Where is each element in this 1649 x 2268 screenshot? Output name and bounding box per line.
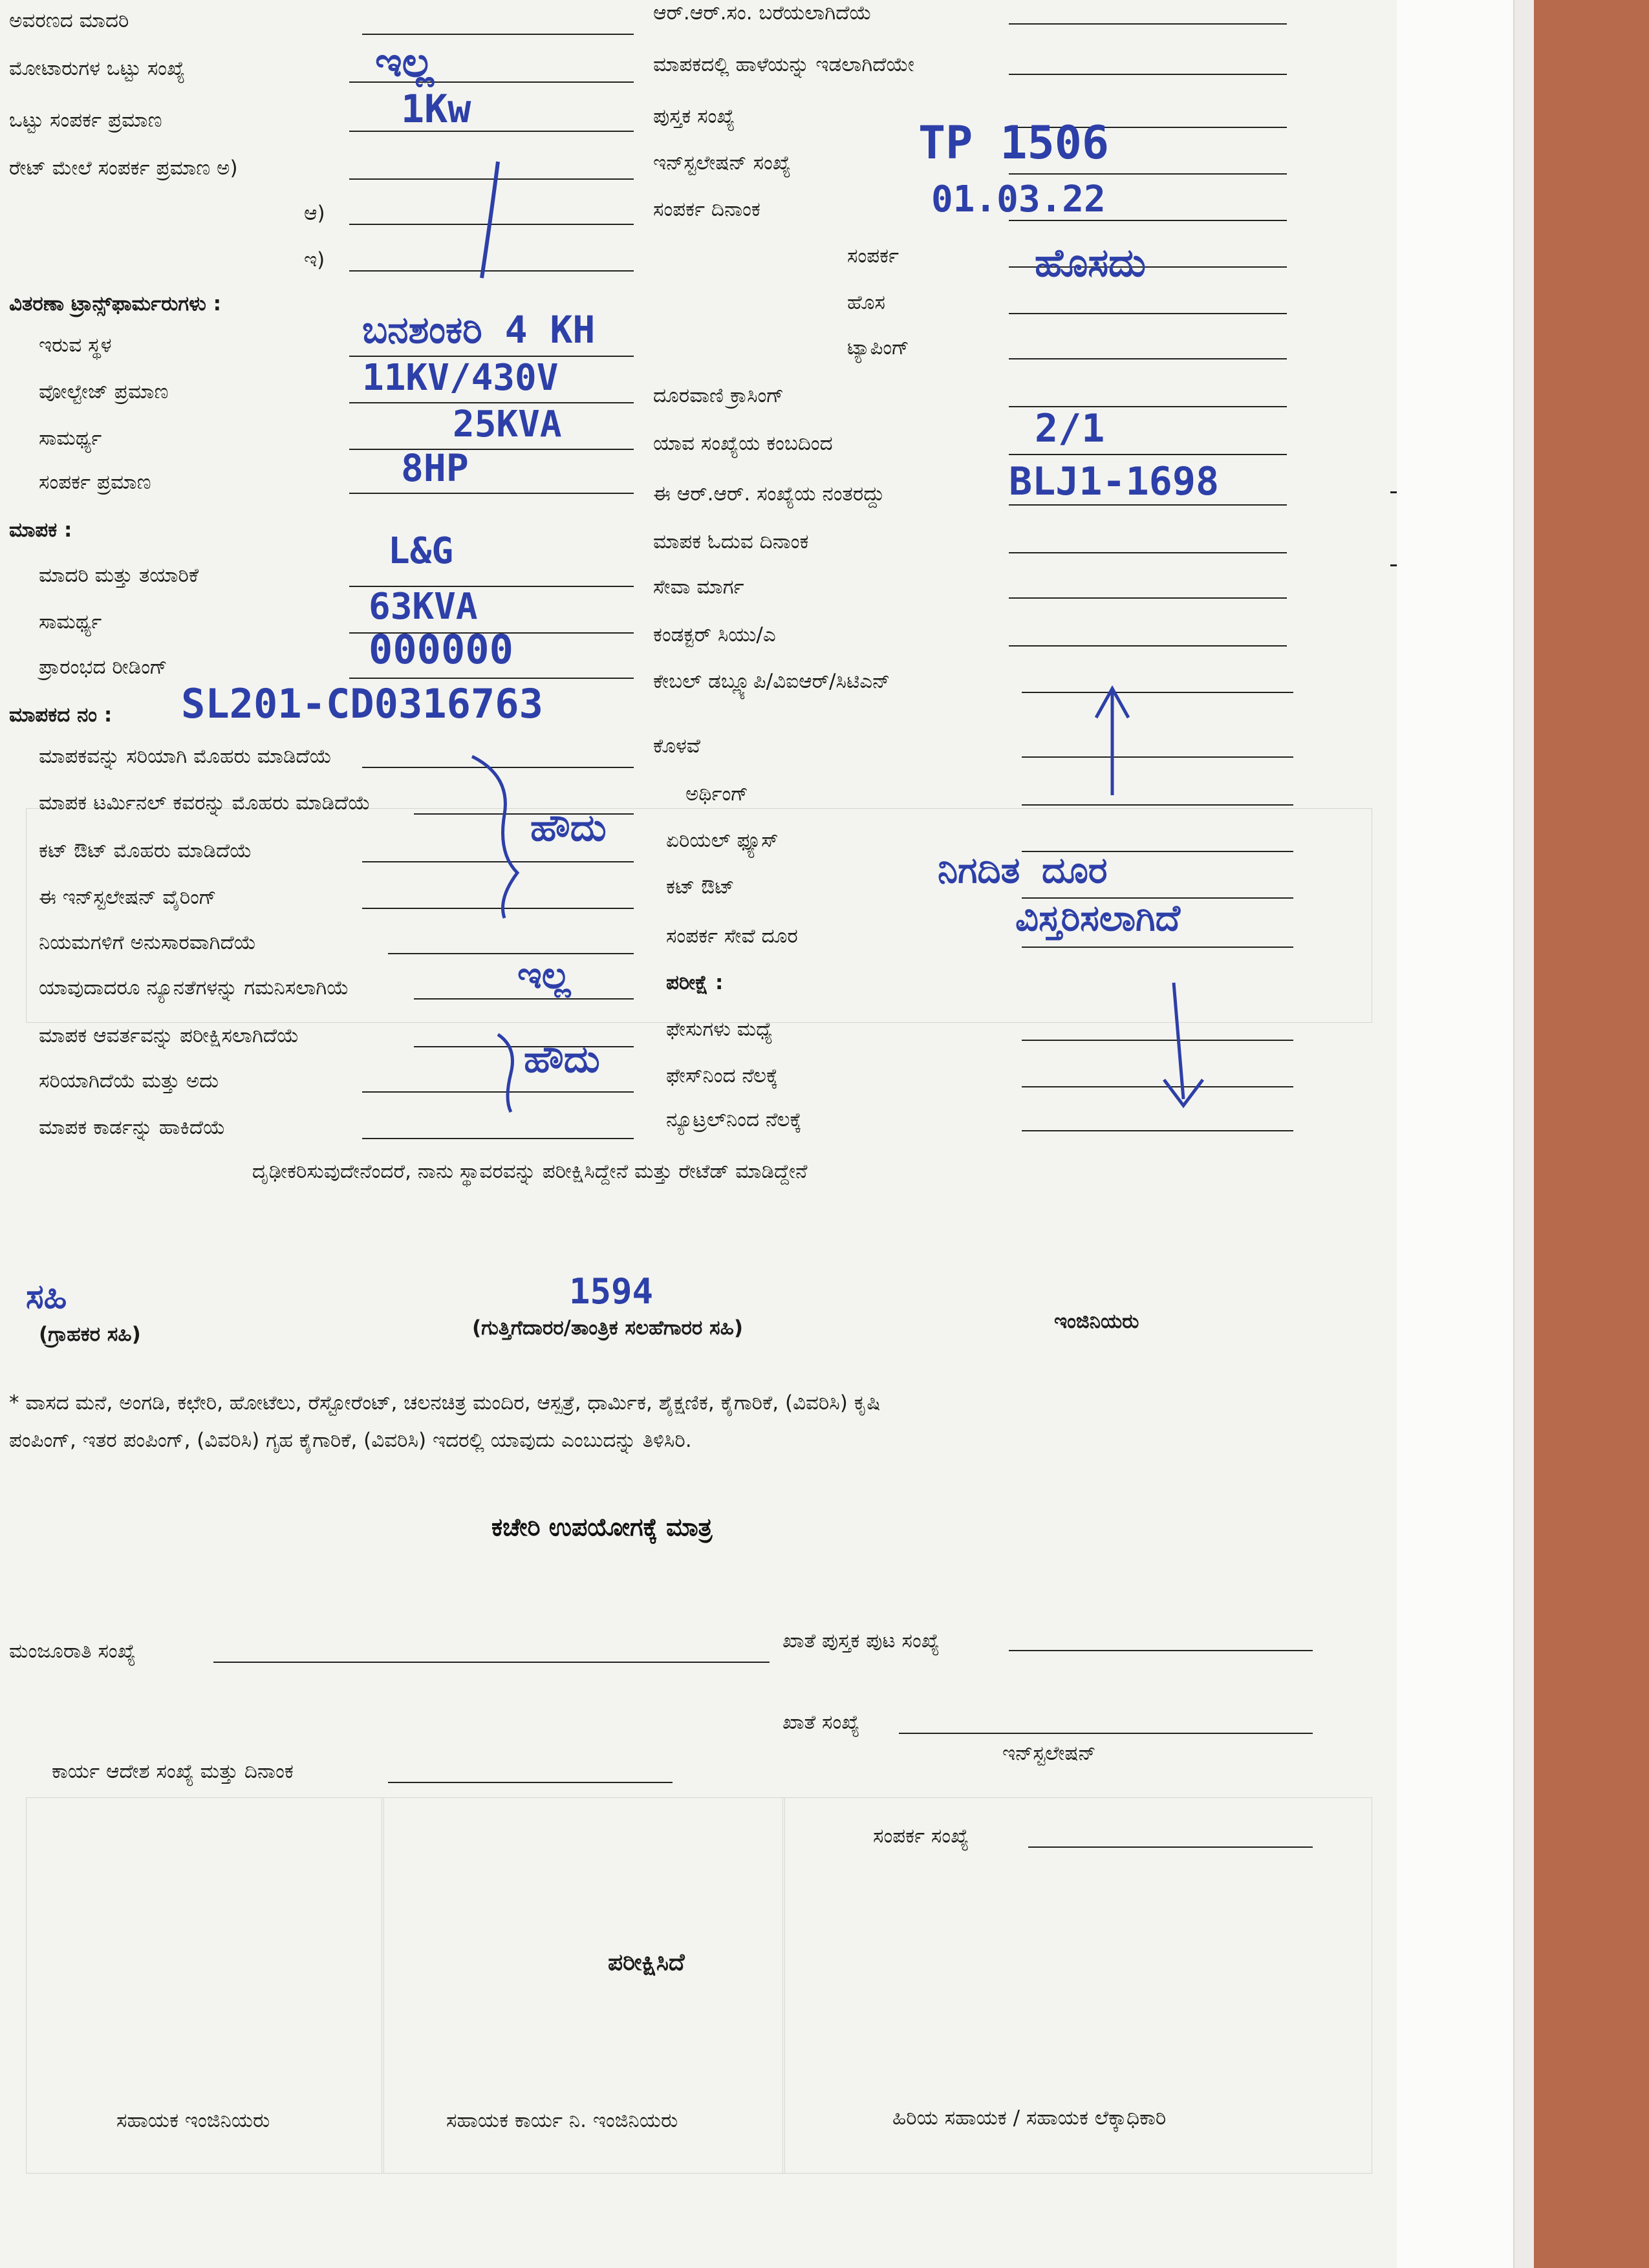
paper-edge	[1513, 0, 1534, 2268]
label-cutout: ಕಟ್ ಔಟ್	[666, 875, 735, 899]
label-initial-reading: ಪ್ರಾರಂಭದ ರೀಡಿಂಗ್	[39, 656, 167, 679]
label-motor-count: ಮೋಟಾರುಗಳ ಒಟ್ಟು ಸಂಖ್ಯೆ	[9, 57, 186, 80]
label-service-distance: ಸಂಪರ್ಕ ಸೇವೆ ದೂರ	[666, 925, 798, 948]
hw-new-connection: ಹೊಸದು	[1035, 241, 1146, 286]
label-as-per-rules: ನಿಯಮಗಳಿಗೆ ಅನುಸಾರವಾಗಿದೆಯೆ	[39, 931, 257, 954]
label-deficiencies: ಯಾವುದಾದರೂ ನ್ಯೂನತೆಗಳನ್ನು ಗಮನಿಸಲಾಗಿಯೆ	[39, 976, 349, 1000]
label-installation-wiring: ಈ ಇನ್‌ಸ್ಟಲೇಷನ್ ವೈರಿಂಗ್	[39, 886, 217, 909]
field-line	[213, 1662, 770, 1663]
label-cutout-sealed: ಕಟ್ ಔಟ್ ಮೊಹರು ಮಾಡಿದೆಯೆ	[39, 839, 252, 862]
hw-customer-signature: ಸಹಿ	[26, 1278, 67, 1316]
section-meter-no: ಮಾಪಕದ ನಂ :	[9, 703, 113, 727]
handwritten-strokes	[0, 0, 1397, 1164]
label-ledger-page: ಖಾತೆ ಪುಸ್ತಕ ಪುಟ ಸಂಖ್ಯೆ	[782, 1629, 940, 1653]
section-transformers: ವಿತರಣಾ ಟ್ರಾನ್ಸ್‌ಫಾರ್ಮರುಗಳು :	[9, 292, 222, 316]
office-use-title: ಕಚೇರಿ ಉಪಯೋಗಕ್ಕೆ ಮಾತ್ರ	[491, 1513, 713, 1541]
hw-capacity: 25KVA	[453, 403, 562, 445]
hw-motors: ಇಲ್ಲ	[375, 39, 434, 87]
hw-connection-date: 01.03.22	[931, 178, 1106, 220]
label-rated-load-b: ಆ)	[304, 202, 325, 225]
declaration-text: ದೃಢೀಕರಿಸುವುದೇನೆಂದರೆ, ನಾನು ಸ್ಥಾವರವನ್ನು ಪರೀಕ್ಷಿಸಿದ್ದೇನೆ ಮತ್ತು ರೇಟೆಡ್ ಮಾಡಿದ್ದೇನೆ	[252, 1160, 808, 1183]
label-tc-load: ಸಂಪರ್ಕ ಪ್ರಮಾಣ	[39, 471, 151, 494]
label-enclosure-type: ಅವರಣದ ಮಾದರಿ	[9, 9, 129, 32]
hw-sealed-mark: ಹೌದು	[530, 806, 607, 850]
label-installation: ಇನ್‌ಸ್ಟಲೇಷನ್	[1002, 1742, 1096, 1765]
hw-connected-load: 1Kw	[401, 87, 471, 132]
label-rated-load-c: ಇ)	[304, 248, 325, 272]
bleed-through-grid	[782, 1797, 785, 2174]
note-line-2: ಪಂಪಿಂಗ್, ಇತರ ಪಂಪಿಂಗ್, (ವಿವರಿಸಿ) ಗೃಹ ಕೈಗಾರಿಕೆ, (ವಿವರಿಸಿ) ಇದರಲ್ಲಿ ಯಾವುದು ಎಂಬುದನ್ನು ತಿಳಿಸಿರಿ.	[9, 1429, 692, 1452]
label-cable-type: ಕೇಬಲ್ ಡಬ್ಲ್ಯೂಪಿ/ವಿಐಆರ್/ಸಿಟಿಎನ್	[653, 670, 890, 693]
paper-edge	[1397, 0, 1513, 2268]
label-new: ಹೊಸ	[847, 291, 885, 314]
hw-book-no: TP 1506	[918, 116, 1110, 169]
label-account-no: ಖಾತೆ ಸಂಖ್ಯೆ	[782, 1711, 860, 1734]
label-work-order: ಕಾರ್ಯ ಆದೇಶ ಸಂಖ್ಯೆ ಮತ್ತು ದಿನಾಂಕ	[52, 1760, 294, 1783]
engineer-signature-label: ಇಂಜಿನಿಯರು	[1054, 1310, 1139, 1333]
label-meter-rotation: ಮಾಪಕ ಆವರ್ತವನ್ನು ಪರೀಕ್ಷಿಸಲಾಗಿದೆಯೆ	[39, 1024, 299, 1047]
label-rr-written: ಆರ್.ಆರ್.ಸಂ. ಬರೆಯಲಾಗಿದೆಯೆ	[653, 1, 872, 25]
label-meter-make: ಮಾದರಿ ಮತ್ತು ತಯಾರಿಕೆ	[39, 564, 199, 587]
label-conductor: ಕಂಡಕ್ಟರ್ ಸಿಯು/ಎ	[653, 623, 776, 647]
label-between-phases: ಫೇಸುಗಳು ಮಧ್ಯೆ	[666, 1018, 773, 1041]
hw-initial-reading: 000000	[369, 626, 513, 673]
hw-voltage: 11KV/430V	[362, 357, 559, 399]
label-phase-to-earth: ಫೇಸ್‌ನಿಂದ ನೆಲಕ್ಕೆ	[666, 1064, 779, 1087]
label-neutral-to-earth: ನ್ಯೂಟ್ರಲ್‌ನಿಂದ ನೆಲಕ್ಕೆ	[666, 1108, 802, 1131]
label-sheet-in-meter: ಮಾಪಕದಲ್ಲಿ ಹಾಳೆಯನ್ನು ಇಡಲಾಗಿದೆಯೇ	[653, 53, 914, 76]
hw-tc-load: 8HP	[401, 446, 469, 490]
footer-assistant-engineer: ಸಹಾಯಕ ಇಂಜಿನಿಯರು	[116, 2109, 270, 2132]
field-line	[1028, 1846, 1313, 1848]
label-connection: ಸಂಪರ್ಕ	[847, 244, 900, 268]
hw-service-remark-1: ನಿಗದಿತ ದೂರ	[938, 850, 1108, 892]
label-tapping: ಟ್ಯಾಪಿಂಗ್	[847, 336, 909, 359]
footer-accounts-officer: ಹಿರಿಯ ಸಹಾಯಕ / ಸಹಾಯಕ ಲೆಕ್ಕಾಧಿಕಾರಿ	[892, 2106, 1167, 2130]
section-test: ಪರೀಕ್ಷೆ :	[666, 971, 724, 994]
label-meter-sealed: ಮಾಪಕವನ್ನು ಸರಿಯಾಗಿ ಮೊಹರು ಮಾಡಿದೆಯೆ	[39, 745, 332, 768]
label-rated-load-a: ರೇಟ್ ಮೇಲೆ ಸಂಪರ್ಕ ಪ್ರಮಾಣ ಅ)	[9, 156, 238, 180]
label-correct-and: ಸರಿಯಾಗಿದೆಯೆ ಮತ್ತು ಅದು	[39, 1069, 219, 1093]
hw-contractor-signature: 1594	[569, 1271, 654, 1312]
label-terminal-sealed: ಮಾಪಕ ಟರ್ಮಿನಲ್ ಕವರನ್ನು ಮೊಹರು ಮಾಡಿದೆಯೆ	[39, 791, 371, 815]
label-after-rr-no: ಈ ಆರ್.ಆರ್. ಸಂಖ್ಯೆಯ ನಂತರದ್ದು	[653, 482, 885, 506]
label-location: ಇರುವ ಸ್ಥಳ	[39, 334, 112, 357]
field-line	[1009, 1650, 1313, 1651]
hw-deficiency: ಇಲ್ಲ	[517, 953, 571, 997]
contractor-signature-label: (ಗುತ್ತಿಗೆದಾರರ/ತಾಂತ್ರಿಕ ಸಲಹೆಗಾರರ ಸಹಿ)	[472, 1316, 744, 1340]
field-line	[388, 1782, 673, 1783]
hw-pole-no: 2/1	[1035, 406, 1105, 451]
label-meter-capacity: ಸಾಮರ್ಥ್ಯ	[39, 610, 102, 634]
hw-service-remark-2: ವಿಸ್ತರಿಸಲಾಗಿದೆ	[1015, 897, 1181, 939]
label-earthing: ಅರ್ಥಿಂಗ್	[685, 782, 749, 806]
hw-checked-mark: ಹೌದು	[524, 1037, 600, 1081]
hw-rr-after: BLJ1-1698	[1009, 459, 1220, 504]
label-service-main: ಸೇವಾ ಮಾರ್ಗ	[653, 575, 744, 599]
label-checked: ಪರೀಕ್ಷಿಸಿದೆ	[608, 1949, 685, 1976]
label-capacity: ಸಾಮರ್ಥ್ಯ	[39, 427, 102, 450]
footer-assistant-executive-engineer: ಸಹಾಯಕ ಕಾರ್ಯ ನಿ. ಇಂಜಿನಿಯರು	[446, 2109, 678, 2132]
bleed-through-grid	[382, 1797, 384, 2174]
hw-meter-capacity: 63KVA	[369, 586, 478, 628]
label-sanction-no: ಮಂಜೂರಾತಿ ಸಂಖ್ಯೆ	[9, 1640, 136, 1663]
hw-meter-serial: SL201-CD0316763	[181, 680, 543, 727]
customer-signature-label: (ಗ್ರಾಹಕರ ಸಹಿ)	[39, 1323, 141, 1346]
label-pole-no: ಯಾವ ಸಂಖ್ಯೆಯ ಕಂಬದಿಂದ	[653, 432, 833, 455]
label-connection-date: ಸಂಪರ್ಕ ದಿನಾಂಕ	[653, 198, 760, 221]
label-meter-card: ಮಾಪಕ ಕಾರ್ಡನ್ನು ಹಾಕಿದೆಯೆ	[39, 1116, 226, 1139]
label-book-no: ಪುಸ್ತಕ ಸಂಖ್ಯೆ	[653, 105, 735, 128]
hw-meter-make: L&G	[388, 530, 454, 572]
label-telephone-crossing: ದೂರವಾಣಿ ಕ್ರಾಸಿಂಗ್	[653, 384, 784, 407]
section-meter: ಮಾಪಕ :	[9, 519, 72, 542]
hw-tc-location: ಬನಶಂಕರಿ 4 KH	[362, 308, 596, 352]
label-connection-no: ಸಂಪರ್ಕ ಸಂಖ್ಯೆ	[873, 1824, 969, 1848]
label-voltage: ವೋಲ್ಟೇಜ್ ಪ್ರಮಾಣ	[39, 380, 169, 403]
label-connected-load: ಒಟ್ಟು ಸಂಪರ್ಕ ಪ್ರಮಾಣ	[9, 109, 162, 132]
label-pipe: ಕೊಳವೆ	[653, 734, 700, 758]
label-aerial-fuse: ಏರಿಯಲ್ ಫ್ಯೂಸ್	[666, 829, 779, 852]
label-meter-reading-date: ಮಾಪಕ ಓದುವ ದಿನಾಂಕ	[653, 530, 809, 553]
label-installation-no: ಇನ್‌ಸ್ಟಲೇಷನ್ ಸಂಖ್ಯೆ	[653, 151, 791, 175]
note-line-1: * ವಾಸದ ಮನೆ, ಅಂಗಡಿ, ಕಛೇರಿ, ಹೋಟೆಲು, ರೆಸ್ಟೋರೆಂಟ್, ಚಲನಚಿತ್ರ ಮಂದಿರ, ಆಸ್ಪತ್ರೆ, ಧಾರ್ಮಿಕ, ಶೈಕ್ಷಣಿಕ, ಕೈಗಾರಿಕೆ, (ವಿವರಿಸಿ) ಕೃಷಿ	[9, 1391, 881, 1415]
field-line	[899, 1733, 1313, 1734]
